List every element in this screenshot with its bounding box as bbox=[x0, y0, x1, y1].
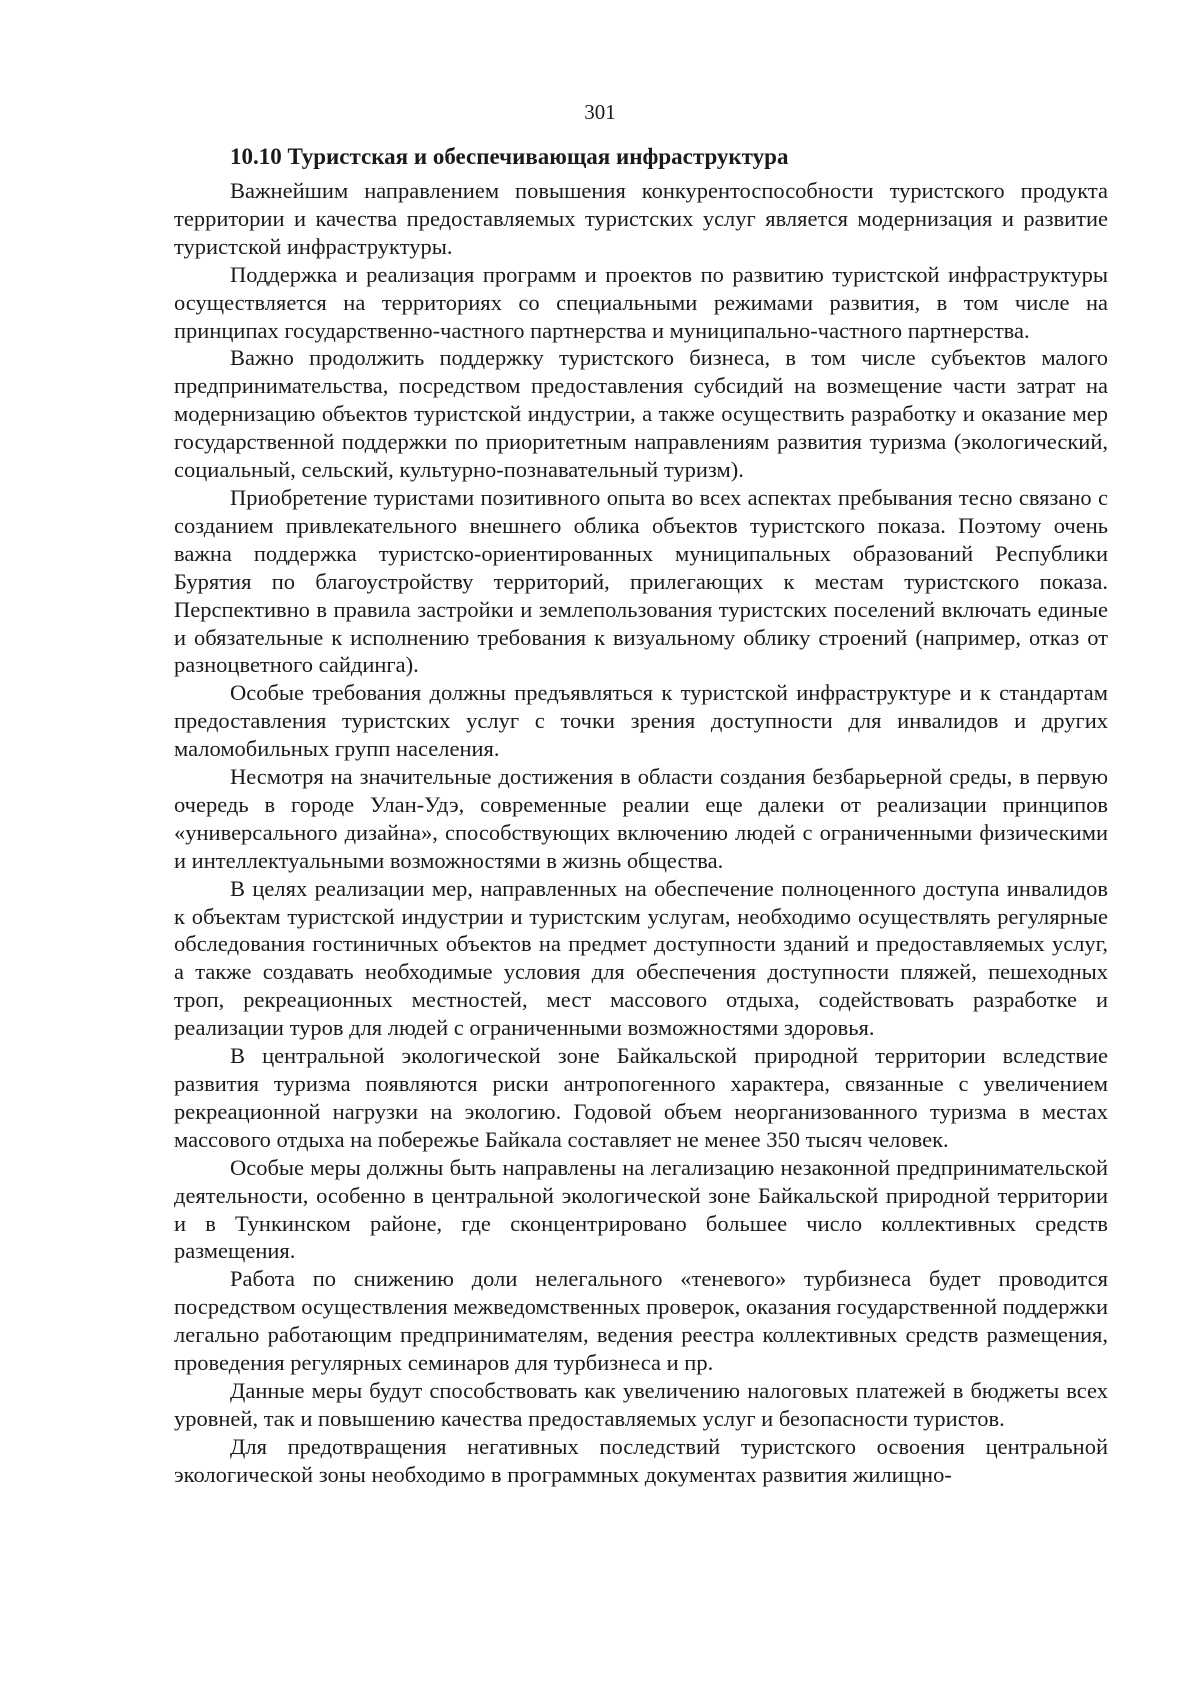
paragraph-9: Особые меры должны быть направлены на легализацию незаконной предпринимательской деятельности, особенно в центральной экологической зоне Байкальской природной территории и в Тункинском районе, где сконцентрировано большее число коллективных средств размещения. bbox=[174, 1154, 1108, 1264]
section-heading: 10.10 Туристская и обеспечивающая инфраструктура bbox=[230, 144, 789, 169]
paragraph-11: Данные меры будут способствовать как увеличению налоговых платежей в бюджеты всех уровней, так и повышению качества предоставляемых услуг и безопасности туристов. bbox=[174, 1377, 1108, 1431]
page-content bbox=[174, 142, 1108, 1489]
paragraph-12: Для предотвращения негативных последствий туристского освоения центральной экологической зоны необходимо в программных документах развития жилищно- bbox=[174, 1433, 1108, 1487]
paragraph-8: В центральной экологической зоне Байкальской природной территории вследствие развития туризма появляются риски антропогенного характера, связанные с увеличением рекреационной нагрузки на экологию. Годовой объем неорганизованного туризма в местах массового отдыха на побережье Байкала составляет не менее 350 тысяч человек. bbox=[174, 1043, 1108, 1152]
paragraph-1: Важнейшим направлением повышения конкурентоспособности туристского продукта территории и качества предоставляемых туристских услуг является модернизация и развитие туристской инфраструктуры. bbox=[174, 178, 1108, 259]
paragraph-7: В целях реализации мер, направленных на обеспечение полноценного доступа инвалидов к объектам туристской индустрии и туристским услугам, необходимо осуществлять регулярные обследования гостиничных объектов на предмет доступности зданий и предоставляемых услуг, а также создавать необходимые условия для обеспечения доступности пляжей, пешеходных троп, рекреационных местностей, мест массового отдыха, содействовать разработке и реализации туров для людей с ограниченными возможностями здоровья. bbox=[174, 875, 1108, 1041]
paragraph-3: Важно продолжить поддержку туристского бизнеса, в том числе субъектов малого предпринимательства, посредством предоставления субсидий на возмещение части затрат на модернизацию объектов туристской индустрии, а также осуществить разработку и оказание мер государственной поддержки по приоритетным направлениям развития туризма (экологический, социальный, сельский, культурно-познавательный туризм). bbox=[174, 345, 1108, 483]
paragraph-2: Поддержка и реализация программ и проектов по развитию туристской инфраструктуры осуществляется на территориях со специальными режимами развития, в том числе на принципах государственно-частного партнерства и муниципально-частного партнерства. bbox=[174, 261, 1108, 343]
paragraph-6: Несмотря на значительные достижения в области создания безбарьерной среды, в первую очередь в городе Улан-Удэ, современные реалии еще далеки от реализации принципов «универсального дизайна», способствующих включению людей с ограниченными физическими и интеллектуальными возможностями в жизнь общества. bbox=[174, 764, 1108, 873]
paragraph-5: Особые требования должны предъявляться к туристской инфраструктуре и к стандартам предоставления туристских услуг с точки зрения доступности для инвалидов и других маломобильных групп населения. bbox=[174, 680, 1108, 762]
page-number: 301 bbox=[584, 100, 616, 124]
paragraph-10: Работа по снижению доли нелегального «теневого» турбизнеса будет проводится посредством осуществления межведомственных проверок, оказания государственной поддержки легально работающим предпринимателям, ведения реестра коллективных средств размещения, проведения регулярных семинаров для турбизнеса и пр. bbox=[174, 1266, 1108, 1376]
paragraph-4: Приобретение туристами позитивного опыта во всех аспектах пребывания тесно связано с созданием привлекательного внешнего облика объектов туристского показа. Поэтому очень важна поддержка туристско-ориентированных муниципальных образований Республики Бурятия по благоустройству территорий, прилегающих к местам туристского показа. Перспективно в правила застройки и землепользования туристских поселений включать единые и обязательные к исполнению требования к визуальному облику строений (например, отказ от разноцветного сайдинга). bbox=[174, 484, 1108, 678]
